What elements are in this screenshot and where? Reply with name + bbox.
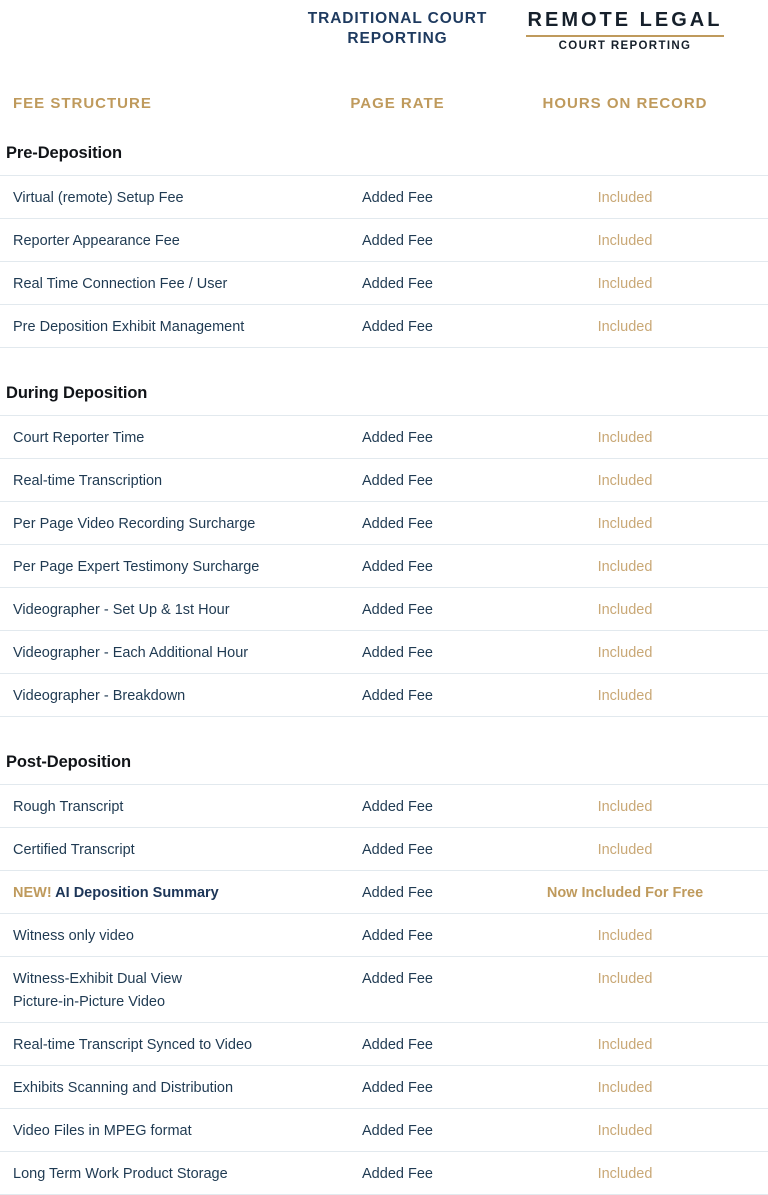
row-feature-text: Per Page Expert Testimony Surcharge (13, 559, 260, 576)
table-row (0, 1065, 768, 1108)
row-feature-label (0, 685, 290, 707)
table-row (0, 1108, 768, 1151)
table-row (0, 458, 768, 501)
row-feature-text: Per Page Video Recording Surcharge (13, 516, 256, 533)
column-header-page-rate: PAGE RATE (350, 94, 445, 112)
column-header-hours-on-record: HOURS ON RECORD (542, 94, 708, 112)
table-row (0, 870, 768, 913)
section-title: Post-Deposition (6, 753, 131, 772)
row-hours-on-record-value: Included (597, 1122, 653, 1139)
row-hours-on-record-value: Included (597, 1079, 653, 1096)
row-feature-label (0, 1163, 290, 1185)
table-row (0, 827, 768, 870)
row-page-rate-value: Added Fee (362, 688, 433, 705)
row-feature-label (0, 556, 290, 578)
row-page-rate-value: Added Fee (362, 799, 433, 816)
row-hours-on-record-value: Included (597, 430, 653, 447)
row-hours-on-record-value: Included (597, 559, 653, 576)
row-hours-on-record-value: Included (597, 928, 653, 945)
row-hours-on-record-value: Included (597, 971, 653, 988)
row-feature-label (0, 968, 290, 1012)
sections-container (0, 144, 768, 1195)
row-feature-text: Videographer - Breakdown (13, 688, 186, 705)
table-row (0, 913, 768, 956)
row-page-rate-value: Added Fee (362, 473, 433, 490)
row-hours-on-record-value: Included (597, 799, 653, 816)
row-hours-on-record-value: Included (597, 688, 653, 705)
section-rows (0, 784, 768, 1194)
traditional-column-header (290, 9, 505, 50)
row-feature-label (0, 470, 290, 492)
row-feature-text: Reporter Appearance Fee (13, 233, 180, 250)
table-row (0, 630, 768, 673)
row-feature-text: Videographer - Each Additional Hour (13, 645, 249, 662)
row-page-rate-value: Added Fee (362, 842, 433, 859)
remote-legal-logo (505, 9, 745, 53)
table-row (0, 587, 768, 630)
row-feature-text: Witness only video (13, 928, 134, 945)
section (0, 144, 768, 348)
row-hours-on-record-value: Included (597, 516, 653, 533)
row-hours-on-record-value: Included (597, 233, 653, 250)
table-row (0, 218, 768, 261)
logo-divider-rule (526, 35, 724, 37)
table-row (0, 544, 768, 587)
row-feature-text-line2: Picture-in-Picture Video (13, 993, 166, 1010)
logo-tagline: COURT REPORTING (558, 40, 692, 52)
section-rows (0, 175, 768, 348)
row-feature-text: Real-time Transcript Synced to Video (13, 1036, 253, 1053)
table-row (0, 1022, 768, 1065)
row-page-rate-value: Added Fee (362, 1079, 433, 1096)
row-feature-label (0, 1120, 290, 1142)
row-page-rate-value: Added Fee (362, 276, 433, 293)
section-title: Pre-Deposition (6, 144, 122, 162)
row-page-rate-value: Added Fee (362, 516, 433, 533)
table-row (0, 956, 768, 1021)
row-hours-on-record-value: Included (597, 1036, 653, 1053)
table-row (0, 175, 768, 218)
traditional-court-reporting-title: TRADITIONAL COURT REPORTING (307, 10, 488, 48)
column-header-row (0, 83, 768, 123)
table-row (0, 501, 768, 544)
row-feature-label (0, 1034, 290, 1056)
column-header-fee-structure: FEE STRUCTURE (13, 94, 152, 112)
row-feature-text: Court Reporter Time (13, 430, 145, 447)
row-feature-label (0, 925, 290, 947)
new-badge: NEW! (13, 885, 52, 902)
row-feature-text: Rough Transcript (13, 799, 124, 816)
row-page-rate-value: Added Fee (362, 1165, 433, 1182)
row-feature-text: Long Term Work Product Storage (13, 1165, 228, 1182)
table-row (0, 673, 768, 717)
row-page-rate-value: Added Fee (362, 645, 433, 662)
row-page-rate-value: Added Fee (362, 559, 433, 576)
row-feature-label (0, 187, 290, 209)
table-row (0, 304, 768, 348)
row-page-rate-value: Added Fee (362, 1122, 433, 1139)
row-hours-on-record-value: Included (597, 319, 653, 336)
section-title: During Deposition (6, 384, 148, 403)
row-feature-text: Certified Transcript (13, 842, 135, 859)
table-row (0, 415, 768, 458)
row-feature-text: Videographer - Set Up & 1st Hour (13, 602, 230, 619)
row-hours-on-record-value: Included (597, 190, 653, 206)
row-page-rate-value: Added Fee (362, 319, 433, 336)
row-feature-label (0, 599, 290, 621)
row-page-rate-value: Added Fee (362, 233, 433, 250)
row-feature-text: Pre Deposition Exhibit Management (13, 319, 245, 336)
table-row (0, 1151, 768, 1195)
row-feature-text: Witness-Exhibit Dual View (13, 971, 182, 988)
row-feature-text: Video Files in MPEG format (13, 1122, 192, 1139)
row-feature-label (0, 427, 290, 449)
table-row (0, 784, 768, 827)
row-hours-on-record-value: Included (597, 602, 653, 619)
row-feature-label (0, 230, 290, 252)
row-page-rate-value: Added Fee (362, 602, 433, 619)
row-hours-on-record-value: Included (597, 473, 653, 490)
brand-header (0, 0, 768, 62)
row-page-rate-value: Added Fee (362, 190, 433, 206)
row-hours-on-record-value: Included (597, 645, 653, 662)
row-feature-text: Real Time Connection Fee / User (13, 276, 228, 293)
row-feature-label (0, 1077, 290, 1099)
table-row (0, 261, 768, 304)
row-hours-on-record-value: Now Included For Free (546, 885, 704, 902)
row-feature-label (0, 642, 290, 664)
row-feature-label (0, 882, 290, 904)
section-rows (0, 415, 768, 717)
row-feature-label (0, 513, 290, 535)
row-page-rate-value: Added Fee (362, 1036, 433, 1053)
row-feature-label (0, 316, 290, 338)
row-hours-on-record-value: Included (597, 276, 653, 293)
row-feature-text: Real-time Transcription (13, 473, 163, 490)
row-hours-on-record-value: Included (597, 1165, 653, 1182)
row-feature-label (0, 839, 290, 861)
row-feature-label (0, 796, 290, 818)
row-feature-text: AI Deposition Summary (55, 885, 219, 902)
row-page-rate-value: Added Fee (362, 928, 433, 945)
section (0, 384, 768, 717)
row-hours-on-record-value: Included (597, 842, 653, 859)
section (0, 753, 768, 1194)
row-page-rate-value: Added Fee (362, 430, 433, 447)
logo-wordmark: REMOTE LEGAL (527, 9, 723, 31)
row-feature-text: Virtual (remote) Setup Fee (13, 190, 184, 206)
row-feature-text: Exhibits Scanning and Distribution (13, 1079, 234, 1096)
row-page-rate-value: Added Fee (362, 885, 433, 902)
row-page-rate-value: Added Fee (362, 971, 433, 988)
row-feature-label (0, 273, 290, 295)
